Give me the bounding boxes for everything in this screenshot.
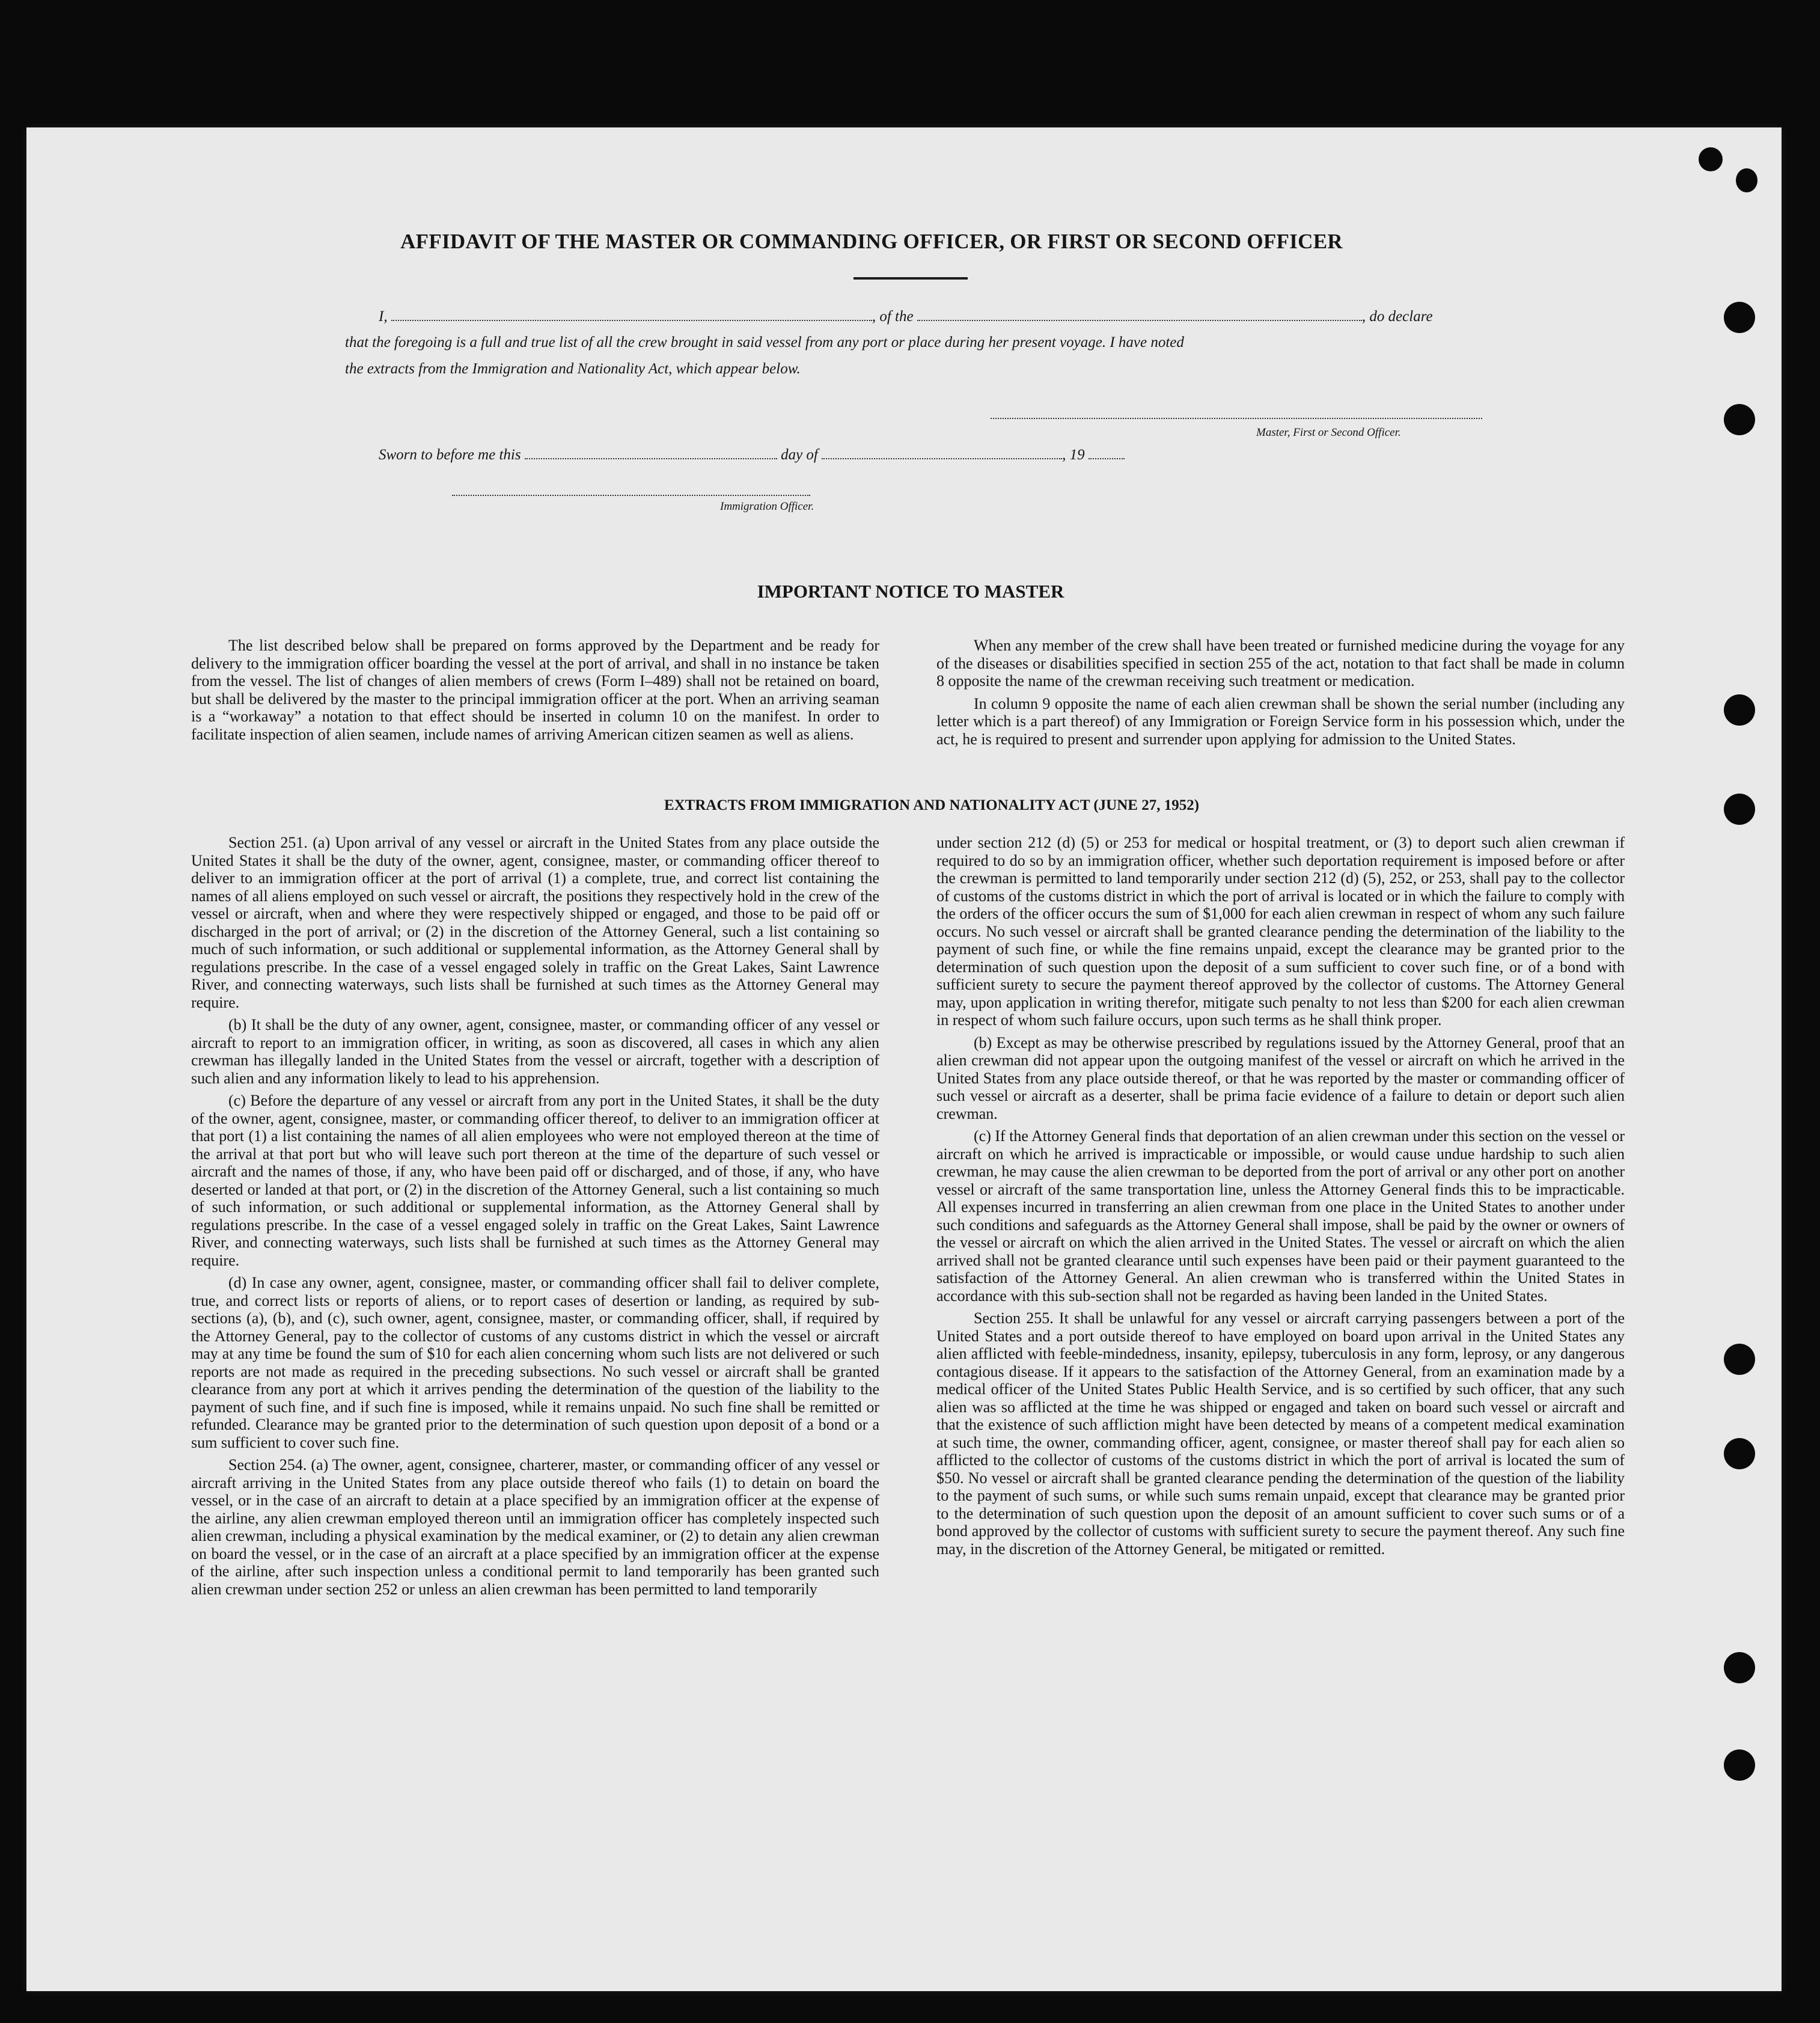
vessel-blank[interactable] (917, 308, 1362, 321)
punch-hole (1724, 1652, 1755, 1683)
section-254-c: (c) If the Attorney General finds that deportation of an alien crewman under this section on the vessel or aircraft on which he arrived is impracticable or impossible, or would cause undue hardship to such alien crewman, he may cause the alien crewman to be deported from the port of arrival or any other port on another vessel or aircraft of the same transportation line, unless the Attorney General finds this to be impracticable. All expenses incurred in transferring an alien crewman from one place in the United States to another under such conditions and safeguards as the Attorney General shall impose, shall be paid by the owner or owners of the vessel or aircraft on which the alien arrived in the United States. The vessel or aircraft on which the alien arrived shall not be granted clearance until such expenses have been paid or their payment guaranteed to the satisfaction of the Attorney General. An alien crewman who is transferred within the United States in accordance with this sub-section shall not be regarded as having been landed in the United States. (936, 1127, 1625, 1305)
section-254-a-continued: under section 212 (d) (5) or 253 for medical or hospital treatment, or (3) to deport such alien crewman if required to do so by an immigration officer, whether such deportation requirement is imposed before or after the crewman is permitted to land temporarily under section 212 (d) (5), 252, or 253, shall pay to the collector of customs of the customs district in which the port of arrival is located or in which the failure to comply with the orders of the officer occurs the sum of $1,000 for each alien crewman in respect of whom any such failure occurs. No such vessel or aircraft shall be granted clearance pending the determination of the liability to the payment of such fine, or while the fine remains unpaid, except the clearance may be granted prior to the determination of such question upon the deposit of a sum sufficient to cover such fine, or of a bond with sufficient surety to secure the payment thereof approved by the collector of customs. The Attorney General may, upon application in writing therefor, mitigate such penalty to not less than $200 for each alien crewman in respect of whom such failure occurs, upon such terms as he shall think proper. (936, 834, 1625, 1029)
punch-hole (1736, 168, 1757, 192)
statement-line-2: the extracts from the Immigration and Nationality Act, which appear below. (345, 361, 801, 377)
statement-line-1: that the foregoing is a full and true list of all the crew brought in said vessel from any port or place during her present voyage. I have noted (345, 334, 1184, 350)
section-254-b: (b) Except as may be otherwise prescribed by regulations issued by the Attorney General, proof that an alien crewman did not appear upon the outgoing manifest of the vessel or aircraft on which he arrived in the United States from any place outside thereof, or that he was reported by the master or commanding officer of such vessel or aircraft as a deserter, shall be prima facie evidence of a failure to detain or deport such alien crewman. (936, 1033, 1625, 1122)
year-label: , 19 (1062, 447, 1085, 463)
affidavit-title: AFFIDAVIT OF THE MASTER OR COMMANDING OFFICER, OR FIRST OR SECOND OFFICER (400, 230, 1343, 253)
section-251-b: (b) It shall be the duty of any owner, agent, consignee, master, or commanding officer of any vessel or aircraft to report to an immigration officer, in writing, as soon as discovered, all cases in which any alien crewman has illegally landed in the United States from the vessel or aircraft, together with a description of such alien and any information likely to lead to his apprehension. (191, 1016, 879, 1087)
punch-hole (1724, 404, 1755, 435)
master-signature-line[interactable] (991, 418, 1482, 419)
name-blank[interactable] (391, 308, 872, 321)
immigration-officer-label: Immigration Officer. (720, 500, 814, 513)
notice-left-paragraph: The list described below shall be prepared on forms approved by the Department and be ready for delivery to the immigration officer boarding the vessel at the port of arrival, and shall in no instance be taken from the vessel. The list of changes of alien members of crews (Form I–489) shall not be retained on board, but shall be delivered by the master to the principal immigration officer at the port. When an arriving seaman is a “workaway” a notation to that effect should be inserted in column 10 on the manifest. In order to facilitate inspection of alien seamen, include names of arriving American citizen seamen as well as aliens. (191, 637, 879, 743)
declaration-line (379, 308, 1433, 325)
sworn-year-blank[interactable] (1089, 446, 1125, 459)
section-251-d: (d) In case any owner, agent, consignee, master, or commanding officer shall fail to deliver complete, true, and correct lists or reports of aliens, or to report cases of desertion or landing, as required by sub-sections (a), (b), and (c), such owner, agent, consignee, master, or commanding officer, shall, if required by the Attorney General, pay to the collector of customs of any customs district in which the vessel or aircraft may at any time be found the sum of $10 for each alien concerning whom such lists are not delivered or such reports are not made as required in the preceding subsections. No such vessel or aircraft shall be granted clearance from any port at which it arrives pending the determination of the question of the liability to the payment of such fine, and if such fine is imposed, while it remains unpaid. No such fine shall be remitted or refunded. Clearance may be granted prior to the determination of such question upon deposit of a bond or a sum sufficient to cover such fine. (191, 1274, 879, 1451)
notice-right-paragraph-2: In column 9 opposite the name of each alien crewman shall be shown the serial number (including any letter which is a part thereof) of any Immigration or Foreign Service form in his possession which, under the act, he is required to present and surrender upon applying for admission to the United States. (936, 694, 1625, 748)
notice-left-column (191, 637, 879, 748)
section-255: Section 255. It shall be unlawful for any vessel or aircraft carrying passengers between a port of the United States and a port outside thereof to have employed on board upon arrival in the United States any alien afflicted with feeble-mindedness, insanity, epilepsy, tuberculosis in any form, leprosy, or any dangerous contagious disease. If it appears to the satisfaction of the Attorney General, from an examination made by a medical officer of the United States Public Health Service, and is so certified by such officer, that any such alien was so afflicted at the time he was shipped or engaged and taken on board such vessel or aircraft and that the existence of such affliction might have been detected by means of a competent medical examination at such time, the owner, commanding officer, agent, consignee, or master thereof shall pay for each alien so afflicted to the collector of customs of the customs district in which the port of arrival is located the sum of $50. No vessel or aircraft shall be granted clearance pending the determination of the question of the liability to the payment of such sums, or while such sums remain unpaid, except that clearance may be granted prior to the determination of such question upon the deposit of an amount sufficient to cover such sums or of a bond approved by the collector of customs with sufficient surety to secure the payment thereof. Any such fine may, in the discretion of the Attorney General, be mitigated or remitted. (936, 1309, 1625, 1558)
notice-right-paragraph-1: When any member of the crew shall have been treated or furnished medicine during the voyage for any of the diseases or disabilities specified in section 255 of the act, notation to that fact shall be made in column 8 opposite the name of the crewman receiving such treatment or medication. (936, 637, 1625, 690)
do-declare-label: , do declare (1361, 308, 1433, 325)
punch-hole (1724, 1438, 1755, 1469)
sworn-day-blank[interactable] (525, 446, 777, 459)
extracts-right-column (936, 834, 1625, 1562)
punch-hole (1699, 147, 1723, 171)
section-251-a: Section 251. (a) Upon arrival of any vessel or aircraft in the United States from any place outside the United States it shall be the duty of the owner, agent, consignee, master, or commanding officer thereof to deliver to an immigration officer at the port of arrival (1) a complete, true, and correct list containing the names of all aliens employed on such vessel or aircraft, the positions they respectively hold in the crew of the vessel or aircraft, when and where they were respectively shipped or engaged, and those to be paid off or discharged in the port of arrival; or (2) in the discretion of the Attorney General, such a list containing so much of such information, or such additional or supplemental information, as the Attorney General shall by regulations prescribe. In the case of a vessel engaged solely in traffic on the Great Lakes, Saint Lawrence River, and connecting waterways, such lists shall be furnished at such times as the Attorney General may require. (191, 834, 879, 1011)
punch-hole (1724, 1344, 1755, 1375)
sworn-month-blank[interactable] (822, 446, 1062, 459)
extracts-title: EXTRACTS FROM IMMIGRATION AND NATIONALITY ACT (JUNE 27, 1952) (664, 797, 1200, 813)
master-signature-label: Master, First or Second Officer. (1256, 426, 1401, 439)
of-the-label: , of the (872, 308, 914, 325)
extracts-left-column (191, 834, 879, 1603)
punch-hole (1724, 694, 1755, 726)
sworn-label: Sworn to before me this (379, 447, 521, 463)
notice-title: IMPORTANT NOTICE TO MASTER (757, 581, 1064, 602)
notice-right-column (936, 637, 1625, 753)
immigration-officer-line[interactable] (452, 495, 810, 496)
section-251-c: (c) Before the departure of any vessel or aircraft from any port in the United States, it shall be the duty of the owner, agent, consignee, master, or commanding officer thereof, to deliver to an immigration officer at that port (1) a list containing the names of all alien employees who were not employed thereon at the time of the arrival at that port but who will leave such port thereon at the time of the departure of such vessel or aircraft and the names of those, if any, who have been paid off or discharged, and of those, if any, who have deserted or landed at that port, or (2) in the discretion of the Attorney General, such a list containing so much of such information, or such additional or supplemental information, as the Attorney General shall by regulations prescribe. In the case of a vessel engaged solely in traffic on the Great Lakes, Saint Lawrence River, and connecting waterways, such lists shall be furnished at such times as the Attorney General may require. (191, 1092, 879, 1269)
day-of-label: day of (781, 447, 818, 463)
punch-hole (1724, 1749, 1755, 1781)
section-254-a: Section 254. (a) The owner, agent, consignee, charterer, master, or commanding officer of any vessel or aircraft arriving in the United States from any place outside thereof who fails (1) to detain on board the vessel, or in the case of an aircraft to detain at a place specified by an immigration officer at the expense of the airline, any alien crewman employed thereon until an immigration officer has completely inspected such alien crewman, including a physical examination by the medical examiner, or (2) to detain any alien crewman on board the vessel, or in the case of an aircraft at a place specified by an immigration officer at the expense of the airline, after such inspection unless a conditional permit to land temporarily has been granted such alien crewman under section 252 or unless an alien crewman has been permitted to land temporarily (191, 1456, 879, 1598)
punch-hole (1724, 302, 1755, 333)
i-label: I, (379, 308, 388, 325)
sworn-line (379, 446, 1125, 464)
title-underline (854, 277, 968, 280)
punch-hole (1724, 794, 1755, 825)
